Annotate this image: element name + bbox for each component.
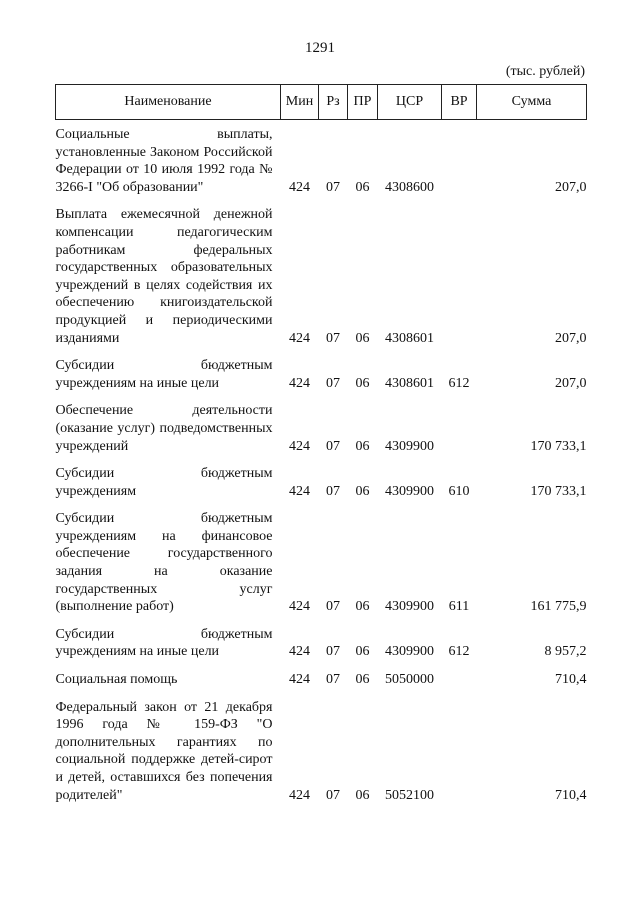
cell-rz: 07: [326, 330, 340, 346]
header-csr: ЦСР: [378, 85, 442, 120]
cell-name: Субсидии бюджетным учреждениям на иные цели: [55, 626, 273, 660]
cell-rz: 07: [326, 644, 340, 660]
cell-pr: 06: [355, 438, 370, 454]
cell-name: Выплата ежемесячной денежной компенсации педагогическим работникам федеральных государственных образовательных учреждений в целях содействия их обеспечению книгоиздательской продукцией и периодическими изданиями: [55, 207, 273, 346]
table-row: [56, 500, 587, 616]
cell-min: 424: [289, 330, 310, 346]
table-row: [56, 689, 587, 805]
cell-csr: 4308601: [385, 375, 434, 391]
cell-min: 424: [289, 644, 310, 660]
header-sum: Сумма: [477, 85, 587, 120]
header-min: Мин: [281, 85, 319, 120]
table-row: [56, 616, 587, 661]
cell-sum: 170 733,1: [530, 438, 587, 454]
cell-rz: 07: [326, 438, 340, 454]
cell-name: Социальная помощь: [55, 672, 178, 688]
header-name: Наименование: [56, 85, 281, 120]
cell-rz: 07: [326, 179, 340, 195]
cell-min: 424: [289, 179, 310, 195]
cell-vr: [442, 689, 477, 805]
table-row: [56, 661, 587, 689]
header-rz: Рз: [319, 85, 348, 120]
cell-vr: [442, 120, 477, 197]
cell-name: Субсидии бюджетным учреждениям: [55, 466, 273, 499]
cell-csr: 5050000: [385, 672, 434, 688]
cell-min: 424: [289, 375, 310, 391]
cell-sum: 710,4: [555, 672, 587, 688]
cell-pr: 06: [355, 672, 370, 688]
cell-rz: 07: [326, 375, 340, 391]
cell-rz: 07: [326, 787, 340, 803]
cell-pr: 06: [355, 483, 370, 499]
cell-name: Федеральный закон от 21 декабря 1996 года № 159-ФЗ "О дополнительных гарантиях по социальной поддержке детей-сирот и детей, оставшихся без попечения родителей": [55, 699, 273, 803]
cell-pr: 06: [355, 330, 370, 346]
cell-sum: 8 957,2: [544, 644, 587, 660]
cell-pr: 06: [355, 375, 370, 391]
cell-rz: 07: [326, 483, 340, 499]
cell-sum: 207,0: [555, 330, 587, 346]
cell-csr: 5052100: [385, 787, 434, 803]
cell-min: 424: [289, 599, 310, 615]
cell-rz: 07: [326, 672, 340, 688]
cell-name: Обеспечение деятельности (оказание услуг) подведомственных учреждений: [55, 403, 273, 454]
cell-sum: 207,0: [555, 375, 587, 391]
cell-csr: 4309900: [385, 483, 434, 499]
table-row: [56, 455, 587, 500]
cell-vr: [442, 196, 477, 347]
cell-min: 424: [289, 672, 310, 688]
cell-name: Социальные выплаты, установленные Законом Российской Федерации от 10 июля 1992 года № 3266-I "Об образовании": [55, 127, 273, 195]
table-row: [56, 392, 587, 455]
cell-vr: [442, 392, 477, 455]
header-pr: ПР: [348, 85, 378, 120]
cell-min: 424: [289, 483, 310, 499]
budget-table: [55, 84, 587, 804]
table-header: [56, 85, 587, 120]
cell-pr: 06: [355, 599, 370, 615]
table-row: [56, 196, 587, 347]
cell-csr: 4309900: [385, 644, 434, 660]
cell-vr: [442, 661, 477, 689]
cell-sum: 207,0: [555, 179, 587, 195]
cell-sum: 170 733,1: [530, 483, 587, 499]
units-label: (тыс. рублей): [505, 64, 585, 79]
page-number: 1291: [305, 40, 335, 56]
table-row: [56, 120, 587, 197]
cell-rz: 07: [326, 599, 340, 615]
cell-name: Субсидии бюджетным учреждениям на иные цели: [55, 358, 273, 391]
cell-vr: 610: [448, 483, 470, 499]
cell-min: 424: [289, 787, 310, 803]
cell-name: Субсидии бюджетным учреждениям на финансовое обеспечение государственного задания на оказание государственных услуг (выполнение работ): [55, 511, 273, 615]
cell-csr: 4309900: [385, 599, 434, 615]
cell-sum: 161 775,9: [530, 599, 587, 615]
header-vr: ВР: [442, 85, 477, 120]
cell-pr: 06: [355, 179, 370, 195]
cell-csr: 4308600: [385, 179, 434, 195]
cell-sum: 710,4: [555, 787, 587, 803]
cell-vr: 612: [448, 644, 470, 660]
cell-csr: 4308601: [385, 330, 434, 346]
cell-min: 424: [289, 438, 310, 454]
cell-vr: 611: [448, 599, 470, 615]
table-body: [56, 120, 587, 805]
cell-vr: 612: [448, 375, 470, 391]
table-row: [56, 347, 587, 392]
cell-csr: 4309900: [385, 438, 434, 454]
cell-pr: 06: [355, 787, 370, 803]
cell-pr: 06: [355, 644, 370, 660]
